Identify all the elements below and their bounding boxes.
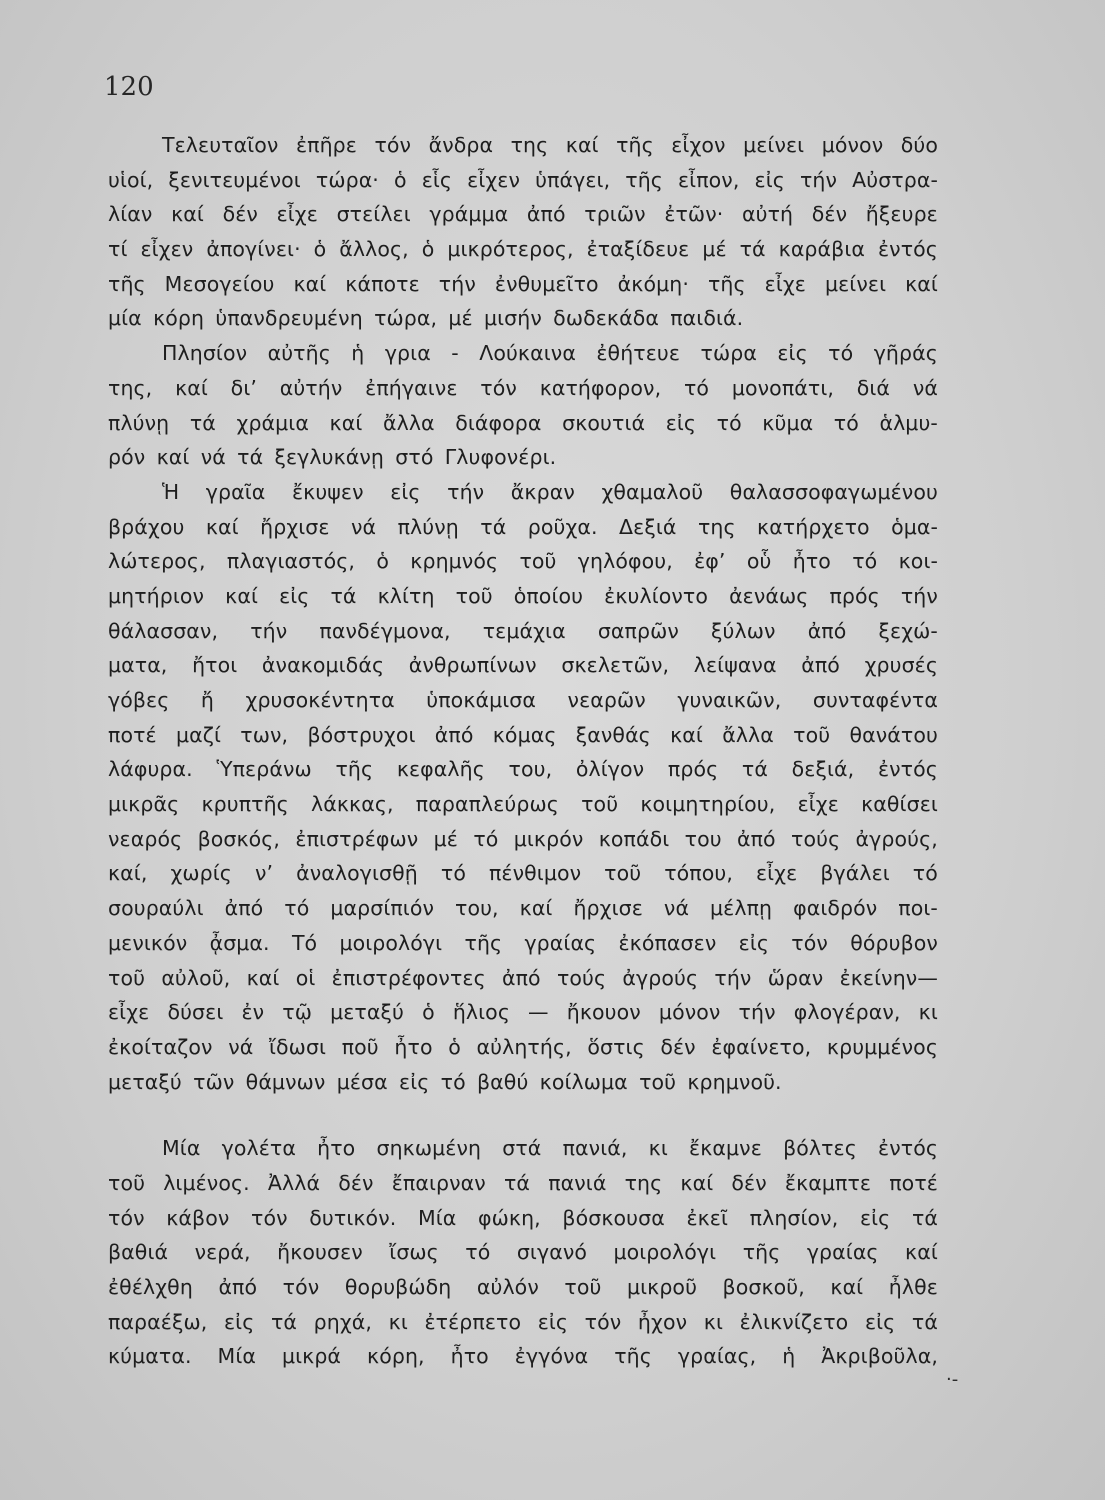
text-line: μητήριον καί εἰς τά κλίτη τοῦ ὁποίου ἐκυλίοντο ἀενάως πρός τήν <box>108 583 938 608</box>
text-line: μενικόν ᾆσμα. Τό μοιρολόγι τῆς γραίας ἐκόπασεν εἰς τόν θόρυβον <box>108 930 938 955</box>
section-gap <box>108 1099 938 1131</box>
text-line: ἐθέλχθη ἀπό τόν θορυβώδη αὐλόν τοῦ μικροῦ βοσκοῦ, καί ἦλθε <box>108 1275 938 1299</box>
text-line: νεαρός βοσκός, ἐπιστρέφων μέ τό μικρόν κοπάδι του ἀπό τούς ἀγρούς, <box>108 826 938 851</box>
text-line: βράχου καί ἤρχισε νά πλύνῃ τά ροῦχα. Δεξιά της κατήρχετο ὁμα- <box>108 514 938 539</box>
text-line: καί, χωρίς ν’ ἀναλογισθῇ τό πένθιμον τοῦ τόπου, εἶχε βγάλει τό <box>108 861 938 886</box>
text-line: γόβες ἤ χρυσοκέντητα ὑποκάμισα νεαρῶν γυναικῶν, συνταφέντα <box>108 688 938 712</box>
text-line: κύματα. Μία μικρά κόρη, ἦτο ἐγγόνα τῆς γραίας, ἡ Ἀκριβοῦλα, <box>108 1344 938 1369</box>
text-line: θάλασσαν, τήν πανδέγμονα, τεμάχια σαπρῶν ξύλων ἀπό ξεχώ- <box>108 618 938 643</box>
page-number: 120 <box>104 72 154 102</box>
text-line: μικρᾶς κρυπτῆς λάκκας, παραπλεύρως τοῦ κοιμητηρίου, εἶχε καθίσει <box>108 792 938 817</box>
text-line: τοῦ λιμένος. Ἀλλά δέν ἔπαιρναν τά πανιά της καί δέν ἔκαμπτε ποτέ <box>108 1170 938 1195</box>
text-line: τοῦ αὐλοῦ, καί οἱ ἐπιστρέφοντες ἀπό τούς ἀγρούς τήν ὥραν ἐκείνην— <box>108 965 938 990</box>
text-line: Μία γολέτα ἦτο σηκωμένη στά πανιά, κι ἔκαμνε βόλτες ἐντός <box>162 1136 938 1161</box>
text-line: ματα, ἤτοι ἀνακομιδάς ἀνθρωπίνων σκελετῶν, λείψανα ἀπό χρυσές <box>108 653 938 678</box>
text-line: σουραύλι ἀπό τό μαρσίπιόν του, καί ἤρχισε νά μέλπῃ φαιδρόν ποι- <box>108 896 938 921</box>
text-line: της, καί δι’ αὐτήν ἐπήγαινε τόν κατήφορον, τό μονοπάτι, διά νά <box>108 375 938 400</box>
text-line: Τελευταῖον ἐπῆρε τόν ἄνδρα της καί τῆς εἶχον μείνει μόνον δύο <box>162 133 938 157</box>
text-line: Ἡ γραῖα ἔκυψεν εἰς τήν ἄκραν χθαμαλοῦ θαλασσοφαγωμένου <box>162 479 938 504</box>
text-line: βαθιά νερά, ἤκουσεν ἴσως τό σιγανό μοιρολόγι τῆς γραίας καί <box>108 1240 938 1265</box>
text-line: μία κόρη ὑπανδρευμένη τώρα, μέ μισήν δωδεκάδα παιδιά. <box>108 306 744 331</box>
text-line: ρόν καί νά τά ξεγλυκάνῃ στό Γλυφονέρι. <box>108 445 557 470</box>
body-text <box>108 128 938 1374</box>
text-line: λίαν καί δέν εἶχε στείλει γράμμα ἀπό τριῶν ἐτῶν· αὐτή δέν ἤξευρε <box>108 202 938 227</box>
text-line: λάφυρα. Ὑπεράνω τῆς κεφαλῆς του, ὀλίγον πρός τά δεξιά, ἐντός <box>108 757 938 782</box>
text-line: πλύνῃ τά χράμια καί ἄλλα διάφορα σκουτιά εἰς τό κῦμα τό ἁλμυ- <box>108 410 938 435</box>
text-line: παραέξω, εἰς τά ρηχά, κι ἐτέρπετο εἰς τόν ἦχον κι ἐλικνίζετο εἰς τά <box>108 1309 938 1334</box>
text-line: τί εἶχεν ἀπογίνει· ὁ ἄλλος, ὁ μικρότερος, ἐταξίδευε μέ τά καράβια ἐντός <box>108 237 938 262</box>
text-line: λώτερος, πλαγιαστός, ὁ κρημνός τοῦ γηλόφου, ἐφ’ οὗ ἦτο τό κοι- <box>108 549 938 574</box>
text-line: υἱοί, ξενιτευμένοι τώρα· ὁ εἷς εἶχεν ὑπάγει, τῆς εἶπον, εἰς τήν Αὐστρα- <box>108 167 938 192</box>
text-line: μεταξύ τῶν θάμνων μέσα εἰς τό βαθύ κοίλωμα τοῦ κρημνοῦ. <box>108 1069 782 1094</box>
text-line: ποτέ μαζί των, βόστρυχοι ἀπό κόμας ξανθάς καί ἄλλα τοῦ θανάτου <box>108 722 938 747</box>
margin-mark: ·- <box>946 1369 959 1390</box>
text-line: Πλησίον αὐτῆς ἡ γρια - Λούκαινα ἐθήτευε τώρα εἰς τό γῆράς <box>162 341 938 366</box>
text-line: εἶχε δύσει ἐν τῷ μεταξύ ὁ ἥλιος — ἤκουον μόνον τήν φλογέραν, κι <box>108 1000 938 1025</box>
text-line: τόν κάβον τόν δυτικόν. Μία φώκη, βόσκουσα ἐκεῖ πλησίον, εἰς τά <box>108 1205 938 1230</box>
text-line: ἐκοίταζον νά ἴδωσι ποῦ ἦτο ὁ αὐλητής, ὅστις δέν ἐφαίνετο, κρυμμένος <box>108 1034 938 1059</box>
text-line: τῆς Μεσογείου καί κάποτε τήν ἐνθυμεῖτο ἀκόμη· τῆς εἶχε μείνει καί <box>108 271 938 296</box>
